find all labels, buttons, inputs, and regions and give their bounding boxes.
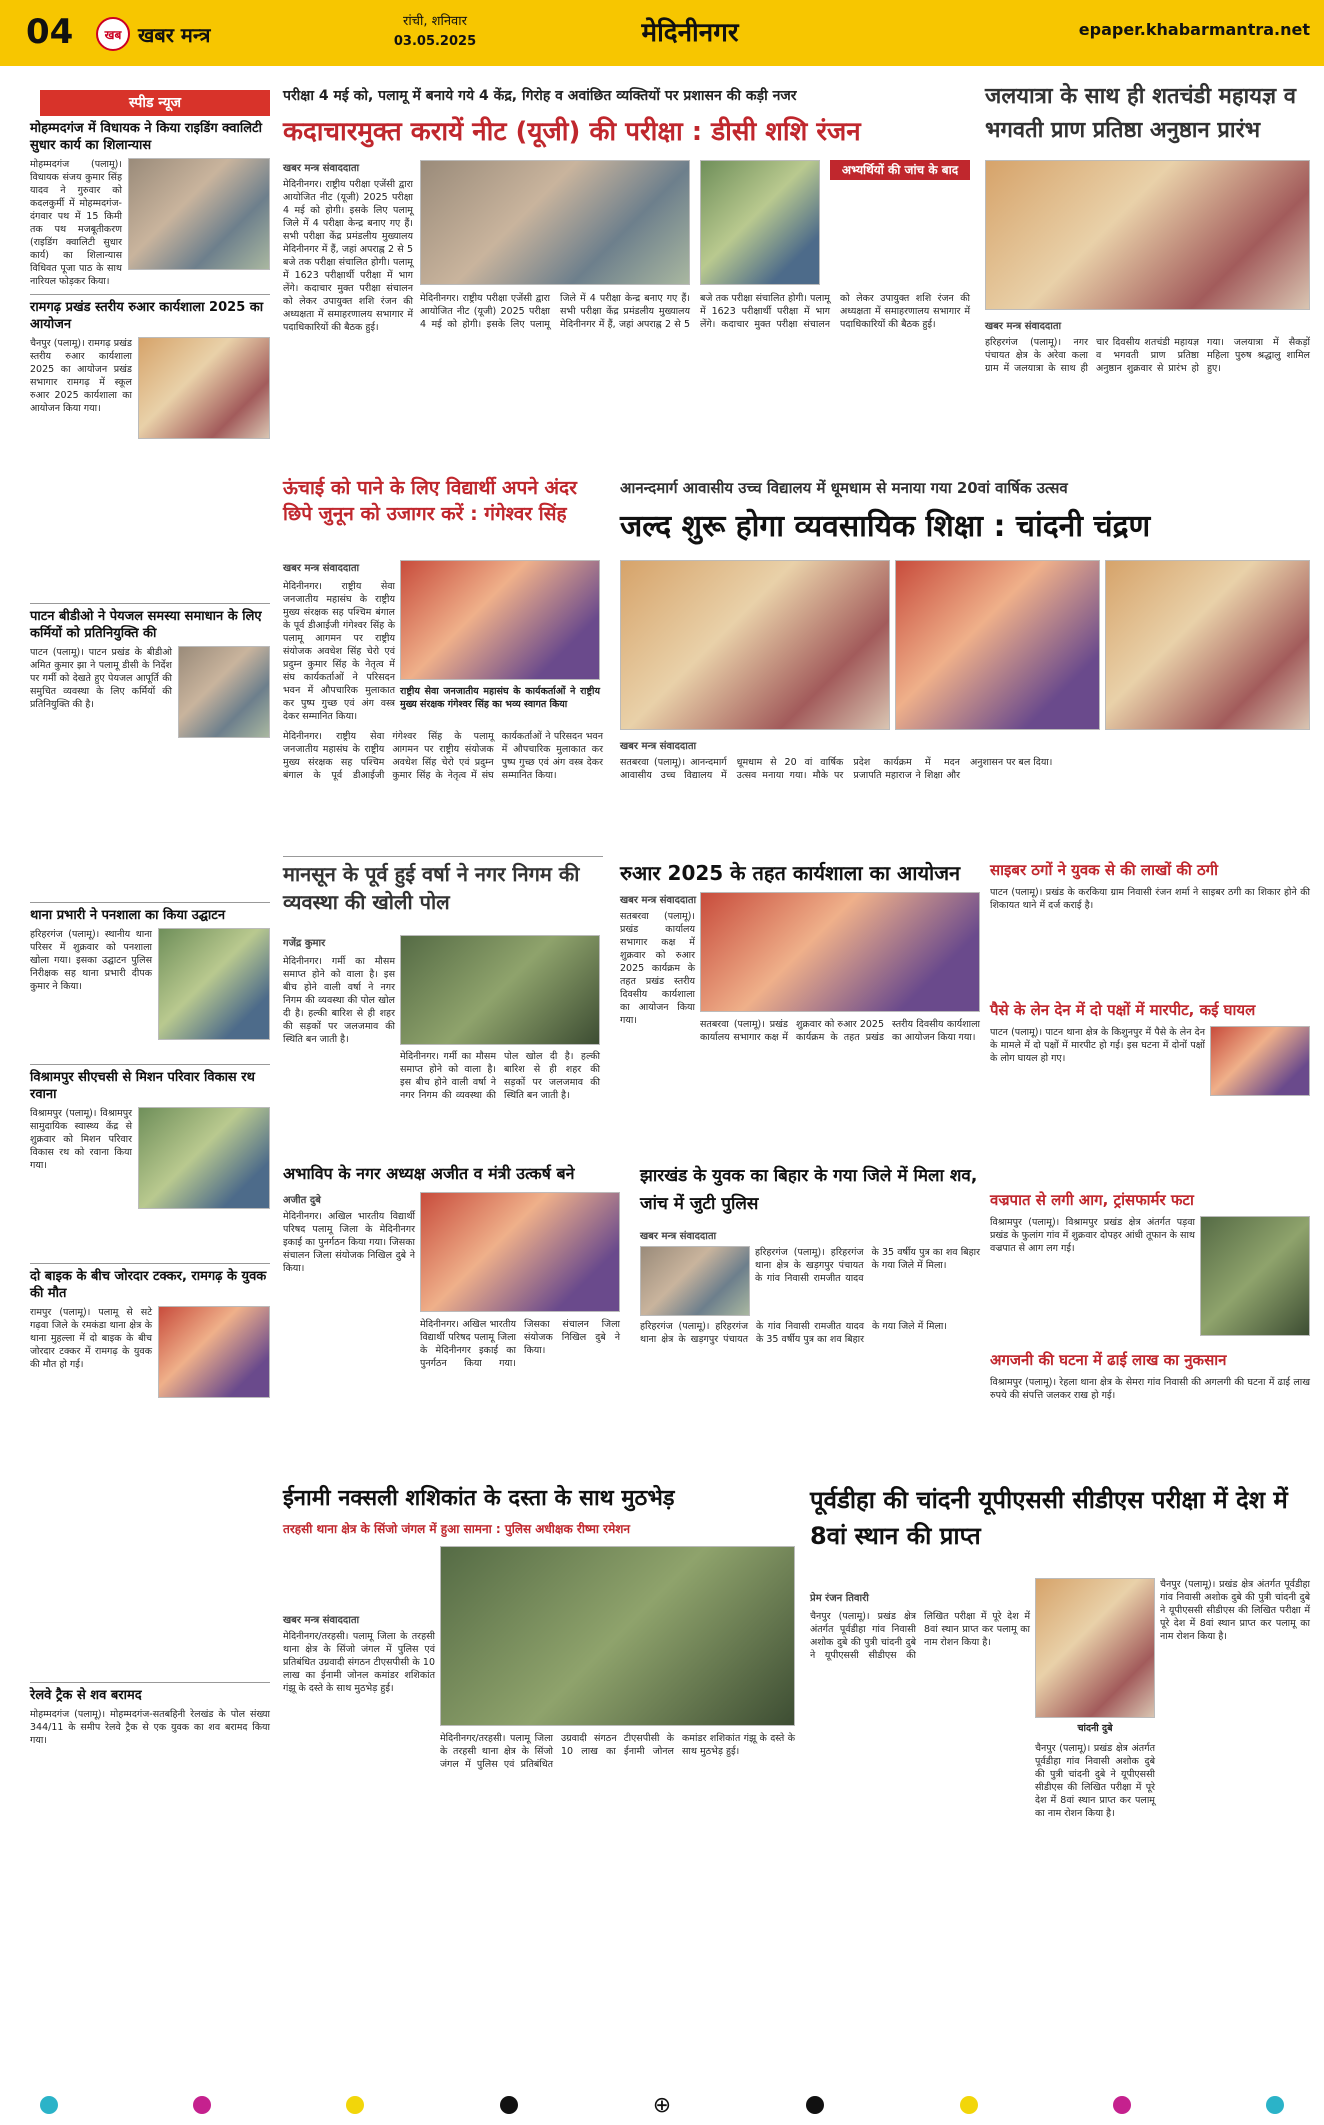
mid-left-body-2-cont: मेदिनीनगर। गर्मी का मौसम समाप्त होने को वाला है। इस बीच होने वाली वर्षा ने नगर निगम की व्यवस्था की पोल खोल दी है। हल्की बारिश से ही शहर की सड़कों पर जलजमाव की स्थिति बन जाती है। <box>400 1051 600 1101</box>
mid-row-byline-1: अजीत दुबे <box>283 1195 321 1206</box>
lead-byline: खबर मन्त्र संवाददाता <box>283 163 360 174</box>
speed-news-label: स्पीड न्यूज <box>40 90 270 116</box>
mid-row-body-1: मेदिनीनगर। अखिल भारतीय विद्यार्थी परिषद पलामू जिला के मेदिनीनगर इकाई का पुनर्गठन किया गया। जिसका संचालन जिला संयोजक निखिल दुबे ने किया। <box>283 1211 415 1274</box>
registration-dot <box>346 2096 364 2114</box>
left-story-6-photo <box>158 1306 270 1398</box>
right-mid-headline-3[interactable]: वज्रपात से लगी आग, ट्रांसफार्मर फटा <box>990 1191 1194 1209</box>
right-top-byline: खबर मन्त्र संवाददाता <box>985 321 1062 332</box>
ruar-byline: खबर मन्त्र संवाददाता <box>620 895 697 906</box>
right-mid-body-4: विश्रामपुर (पलामू)। रेहला थाना क्षेत्र के सेमरा गांव निवासी की अगलगी की घटना में ढाई लाख रुपये की संपत्ति जलकर राख हो गई। <box>990 1377 1310 1401</box>
right-mid-body-3: विश्रामपुर (पलामू)। विश्रामपुर प्रखंड क्षेत्र अंतर्गत पड़वा प्रखंड के फुलांग गांव में शुक्रवार दोपहर आंधी तूफान के साथ वज्रपात से आग लग गई। <box>990 1217 1195 1254</box>
left-story-4-headline[interactable]: थाना प्रभारी ने पनशाला का किया उद्घाटन <box>30 902 270 924</box>
center-photo-1 <box>620 560 890 730</box>
lead-photo-2 <box>700 160 820 285</box>
bottom-byline-1: खबर मन्त्र संवाददाता <box>283 1615 360 1626</box>
bottom-caption-2: चांदनी दुबे <box>1077 1723 1113 1734</box>
registration-dot <box>1113 2096 1131 2114</box>
lead-headline[interactable]: कदाचारमुक्त करायें नीट (यूजी) की परीक्षा : डीसी शशि रंजन <box>283 117 861 147</box>
left-story-2-headline[interactable]: रामगढ़ प्रखंड स्तरीय रुआर कार्यशाला 2025 का आयोजन <box>30 294 270 333</box>
mid-left-caption-1: राष्ट्रीय सेवा जनजातीय महासंघ के कार्यकर्ताओं ने राष्ट्रीय मुख्य संरक्षक गंगेश्वर सिंह का भव्य स्वागत किया <box>400 686 600 710</box>
lead-body: मेदिनीनगर। राष्ट्रीय परीक्षा एजेंसी द्वारा आयोजित नीट (यूजी) 2025 परीक्षा 4 मई को होगी। इसके लिए पलामू जिले में 4 परीक्षा केन्द्र बनाए गए हैं। सभी परीक्षा केंद्र प्रमंडलीय मुख्यालय मेदिनीनगर में हैं, जहां अपराह्न 2 से 5 बजे तक परीक्षा संचालित होगी। पलामू में 1623 परीक्षार्थी परीक्षा में भाग लेंगे। कदाचार मुक्त परीक्षा संचालन को लेकर उपायुक्त शशि रंजन की अध्यक्षता में समाहरणालय सभागार में पदाधिकारियों की बैठक हुई। <box>283 179 413 333</box>
right-mid-headline-4[interactable]: अगजनी की घटना में ढाई लाख का नुकसान <box>990 1351 1227 1369</box>
ruar-body: सतबरवा (पलामू)। प्रखंड कार्यालय सभागार कक्ष में शुक्रवार को रुआर 2025 कार्यक्रम के तहत प्रखंड स्तरीय दिवसीय कार्यशाला का आयोजन किया गया। <box>620 911 695 1026</box>
registration-dot <box>806 2096 824 2114</box>
left-story-7-headline[interactable]: रेलवे ट्रैक से शव बरामद <box>30 1682 270 1704</box>
center-body: सतबरवा (पलामू)। आनन्दमार्ग आवासीय उच्च विद्यालय में धूमधाम से 20 वां वार्षिक उत्सव मनाया गया। मौके पर प्रदेश कार्यक्रम में मदन प्रजापति महाराज ने शिक्षा और अनुशासन पर बल दिया। <box>620 757 1053 781</box>
left-story-1-headline[interactable]: मोहम्मदगंज में विधायक ने किया राइडिंग क्वालिटी सुधार कार्य का शिलान्यास <box>30 121 262 153</box>
right-mid-photo-2 <box>1210 1026 1310 1096</box>
right-top-headline[interactable]: जलयात्रा के साथ ही शतचंडी महायज्ञ व भगवती प्राण प्रतिष्ठा अनुष्ठान प्रारंभ <box>985 84 1296 143</box>
mid-row-photo-1 <box>420 1192 620 1312</box>
registration-dot <box>500 2096 518 2114</box>
brand[interactable] <box>96 14 316 54</box>
registration-dot <box>193 2096 211 2114</box>
dateline <box>330 12 540 58</box>
mid-row-body-2: हरिहरगंज (पलामू)। हरिहरगंज थाना क्षेत्र के खड़गपुर पंचायत के गांव निवासी रामजीत यादव के 35 वर्षीय पुत्र का शव बिहार के गया जिले में मिला। <box>640 1321 947 1345</box>
brand-logo-icon: खब <box>96 17 130 51</box>
left-story-3-photo <box>178 646 270 738</box>
mid-left-headline-1[interactable]: ऊंचाई को पाने के लिए विद्यार्थी अपने अंदर छिपे जुनून को उजागर करें : गंगेश्वर सिंह <box>283 477 577 525</box>
bottom-photo-2 <box>1035 1578 1155 1718</box>
mid-row-headline-2[interactable]: झारखंड के युवक का बिहार के गया जिले में मिला शव, जांच में जुटी पुलिस <box>640 1166 978 1214</box>
bottom-headline-1[interactable]: ईनामी नक्सली शशिकांत के दस्ता के साथ मुठभेड़ <box>283 1486 675 1511</box>
left-story-1-photo <box>128 158 270 270</box>
lead-subhead: अभ्यर्थियों की जांच के बाद प्रवेश <box>830 160 970 180</box>
left-story-5-photo <box>138 1107 270 1209</box>
ruar-headline[interactable]: रुआर 2025 के तहत कार्यशाला का आयोजन <box>620 861 961 885</box>
left-story-2-photo <box>138 337 270 439</box>
epaper-url[interactable]: epaper.khabarmantra.net <box>1078 20 1310 39</box>
mid-left-body-1: मेदिनीनगर। राष्ट्रीय सेवा जनजातीय महासंघ के राष्ट्रीय मुख्य संरक्षक सह पश्चिम बंगाल के पूर्व डीआईजी गंगेश्वर सिंह के पलामू आगमन पर राष्ट्रीय संयोजक अवधेश सिंह चेरो एवं प्रदुम्न कुमार सिंह के नेतृत्व में संघ कार्यकर्ताओं ने परिसदन भवन में औपचारिक मुलाकात कर पुष्प गुच्छ एवं अंग वस्त्र देकर सम्मानित किया। <box>283 581 395 722</box>
right-mid-body-2: पाटन (पलामू)। पाटन थाना क्षेत्र के किशुनपुर में पैसे के लेन देन के मामले में दो पक्षों में मारपीट हो गई। इस घटना में दोनों पक्षों के लोग घायल हो गए। <box>990 1027 1205 1064</box>
right-mid-headline-2[interactable]: पैसे के लेन देन में दो पक्षों में मारपीट, कई घायल <box>990 1001 1256 1019</box>
left-story-1-body: मोहम्मदगंज (पलामू)। विधायक संजय कुमार सिंह यादव ने गुरुवार को कदलकुर्मी में मोहम्मदगंज-दंगवार पथ में 15 किमी तक पथ मजबूतीकरण (राइडिंग क्वालिटी सुधार कार्य) का शिलान्यास विधिवत पूजा पाठ के साथ नारियल फोड़कर किया। <box>30 159 122 287</box>
top-kicker: परीक्षा 4 मई को, पलामू में बनाये गये 4 केंद्र, गिरोह व अवांछित व्यक्तियों पर प्रशासन की कड़ी नजर <box>283 88 797 104</box>
center-headline[interactable]: जल्द शुरू होगा व्यवसायिक शिक्षा : चांदनी चंद्रण <box>620 509 1151 544</box>
center-photo-3 <box>1105 560 1310 730</box>
bottom-body-2-mid: चैनपुर (पलामू)। प्रखंड क्षेत्र अंतर्गत पूर्वडीहा गांव निवासी अशोक दुबे की पुत्री चांदनी दुबे ने यूपीएससी सीडीएस की लिखित परीक्षा में पूरे देश में 8वां स्थान प्राप्त कर पलामू का नाम रोशन किया है। <box>1035 1743 1155 1819</box>
mid-left-photo-1 <box>400 560 600 680</box>
crosshair-icon: ⊕ <box>652 2092 672 2118</box>
right-top-photo <box>985 160 1310 310</box>
mid-row-byline-2: खबर मन्त्र संवाददाता <box>640 1231 717 1242</box>
left-column <box>30 120 270 2080</box>
brand-name: खबर मन्त्र <box>138 22 211 47</box>
mid-left-byline-2: गजेंद्र कुमार <box>283 938 326 949</box>
lead-body-continued: मेदिनीनगर। राष्ट्रीय परीक्षा एजेंसी द्वारा आयोजित नीट (यूजी) 2025 परीक्षा 4 मई को होगी। इसके लिए पलामू जिले में 4 परीक्षा केन्द्र बनाए गए हैं। सभी परीक्षा केंद्र प्रमंडलीय मुख्यालय मेदिनीनगर में हैं, जहां अपराह्न 2 से 5 बजे तक परीक्षा संचालित होगी। पलामू में 1623 परीक्षार्थी परीक्षा में भाग लेंगे। कदाचार मुक्त परीक्षा संचालन को लेकर उपायुक्त शशि रंजन की अध्यक्षता में समाहरणालय सभागार में पदाधिकारियों की बैठक हुई। <box>420 293 970 330</box>
right-mid-headline-1[interactable]: साइबर ठगों ने युवक से की लाखों की ठगी <box>990 861 1219 879</box>
left-story-6-headline[interactable]: दो बाइक के बीच जोरदार टक्कर, रामगढ़ के युवक की मौत <box>30 1263 270 1302</box>
registration-dot <box>40 2096 58 2114</box>
left-story-7-body: मोहम्मदगंज (पलामू)। मोहम्मदगंज-सतबहिनी रेलखंड के पोल संख्या 344/11 के समीप रेलवे ट्रैक से एक युवक का शव बरामद किया गया। <box>30 1709 270 1746</box>
left-story-5-headline[interactable]: विश्रामपुर सीएचसी से मिशन परिवार विकास रथ रवाना <box>30 1064 270 1103</box>
mid-row-body-2-top: हरिहरगंज (पलामू)। हरिहरगंज थाना क्षेत्र के खड़गपुर पंचायत के गांव निवासी रामजीत यादव के 35 वर्षीय पुत्र का शव बिहार के गया जिले में मिला। <box>755 1247 980 1284</box>
bottom-body-1-cont: मेदिनीनगर/तरहसी। पलामू जिला के तरहसी थाना क्षेत्र के सिंजो जंगल में पुलिस एवं प्रतिबंधित उग्रवादी संगठन टीएसपीसी के 10 लाख का ईनामी जोनल कमांडर शशिकांत गंझू के दस्ते के साथ मुठभेड़ हुई। <box>440 1733 795 1770</box>
mid-left-headline-2[interactable]: मानसून के पूर्व हुई वर्षा ने नगर निगम की व्यवस्था की खोली पोल <box>283 862 580 914</box>
bottom-body-1: मेदिनीनगर/तरहसी। पलामू जिला के तरहसी थाना क्षेत्र के सिंजो जंगल में पुलिस एवं प्रतिबंधित उग्रवादी संगठन टीएसपीसी के 10 लाख का ईनामी जोनल कमांडर शशिकांत गंझू के दस्ते के साथ मुठभेड़ हुई। <box>283 1631 435 1694</box>
page-number: 04 <box>26 12 74 52</box>
left-story-2-body: चैनपुर (पलामू)। रामगढ़ प्रखंड स्तरीय रुआर कार्यशाला 2025 का आयोजन प्रखंड सभागार रामगढ़ में स्कूल रुआर 2025 कार्यशाला का आयोजन किया गया। <box>30 338 132 414</box>
mid-left-photo-2 <box>400 935 600 1045</box>
mid-left-body-1-cont: मेदिनीनगर। राष्ट्रीय सेवा जनजातीय महासंघ के राष्ट्रीय मुख्य संरक्षक सह पश्चिम बंगाल के पूर्व डीआईजी गंगेश्वर सिंह के पलामू आगमन पर राष्ट्रीय संयोजक अवधेश सिंह चेरो एवं प्रदुम्न कुमार सिंह के नेतृत्व में संघ कार्यकर्ताओं ने परिसदन भवन में औपचारिक मुलाकात कर पुष्प गुच्छ एवं अंग वस्त्र देकर सम्मानित किया। <box>283 731 603 781</box>
right-mid-photo-3 <box>1200 1216 1310 1336</box>
mid-row-photo-2 <box>640 1246 750 1316</box>
city-day: रांची, शनिवार <box>403 14 467 29</box>
mid-row-headline-1[interactable]: अभाविप के नगर अध्यक्ष अजीत व मंत्री उत्कर्ष बने <box>283 1164 575 1183</box>
registration-marks <box>0 2090 1324 2120</box>
bottom-photo-1 <box>440 1546 795 1726</box>
registration-dot <box>1266 2096 1284 2114</box>
section-title: मेदिनीनगर <box>641 18 739 48</box>
center-byline: खबर मन्त्र संवाददाता <box>620 741 697 752</box>
left-story-3-headline[interactable]: पाटन बीडीओ ने पेयजल समस्या समाधान के लिए कर्मियों को प्रतिनियुक्ति की <box>30 603 270 642</box>
mid-row-body-1-cont: मेदिनीनगर। अखिल भारतीय विद्यार्थी परिषद पलामू जिला के मेदिनीनगर इकाई का पुनर्गठन किया गया। जिसका संचालन जिला संयोजक निखिल दुबे ने किया। <box>420 1319 620 1369</box>
ruar-body-cont: सतबरवा (पलामू)। प्रखंड कार्यालय सभागार कक्ष में शुक्रवार को रुआर 2025 कार्यक्रम के तहत प्रखंड स्तरीय दिवसीय कार्यशाला का आयोजन किया गया। <box>700 1019 980 1043</box>
left-story-6-body: रामपुर (पलामू)। पलामू से सटे गढ़वा जिले के रमकंडा थाना क्षेत्र के थाना मुहल्ला में दो बाइक के बीच जोरदार टक्कर में रामगढ़ के युवक की मौत हो गई। <box>30 1307 152 1370</box>
bottom-subhead-1: तरहसी थाना क्षेत्र के सिंजो जंगल में हुआ सामना : पुलिस अधीक्षक रीष्मा रमेशन <box>283 1522 631 1536</box>
registration-dot <box>960 2096 978 2114</box>
mid-left-body-2: मेदिनीनगर। गर्मी का मौसम समाप्त होने को वाला है। इस बीच होने वाली वर्षा ने नगर निगम की व्यवस्था की पोल खोल दी है। हल्की बारिश से ही शहर की सड़कों पर जलजमाव की स्थिति बन जाती है। <box>283 956 395 1045</box>
ruar-photo <box>700 892 980 1012</box>
lead-photo-1 <box>420 160 690 285</box>
divider <box>283 856 603 857</box>
left-story-4-photo <box>158 928 270 1040</box>
right-top-body: हरिहरगंज (पलामू)। नगर पंचायत क्षेत्र के अरेवा कला ग्राम में जलयात्रा के साथ ही चार दिवसीय शतचंडी महायज्ञ व भगवती प्राण प्रतिष्ठा अनुष्ठान शुक्रवार से प्रारंभ हो गया। जलयात्रा में सैकड़ों महिला पुरुष श्रद्धालु शामिल हुए। <box>985 337 1310 374</box>
bottom-body-2-cont: चैनपुर (पलामू)। प्रखंड क्षेत्र अंतर्गत पूर्वडीहा गांव निवासी अशोक दुबे की पुत्री चांदनी दुबे ने यूपीएससी सीडीएस की लिखित परीक्षा में पूरे देश में 8वां स्थान प्राप्त कर पलामू का नाम रोशन किया है। <box>1160 1579 1310 1642</box>
bottom-headline-2[interactable]: पूर्वडीहा की चांदनी यूपीएससी सीडीएस परीक्षा में देश में 8वां स्थान की प्राप्त <box>810 1486 1288 1550</box>
issue-date: 03.05.2025 <box>393 34 477 49</box>
bottom-body-2: चैनपुर (पलामू)। प्रखंड क्षेत्र अंतर्गत पूर्वडीहा गांव निवासी अशोक दुबे की पुत्री चांदनी दुबे ने यूपीएससी सीडीएस की लिखित परीक्षा में पूरे देश में 8वां स्थान प्राप्त कर पलामू का नाम रोशन किया है। <box>810 1611 1030 1661</box>
bottom-byline-2: प्रेम रंजन तिवारी <box>810 1593 869 1604</box>
right-mid-body-1: पाटन (पलामू)। प्रखंड के करकिया ग्राम निवासी रंजन शर्मा ने साइबर ठगी का शिकार होने की शिकायत थाने में दर्ज कराई है। <box>990 887 1310 911</box>
left-story-5-body: विश्रामपुर (पलामू)। विश्रामपुर सामुदायिक स्वास्थ्य केंद्र से शुक्रवार को मिशन परिवार विकास रथ को रवाना किया गया। <box>30 1108 132 1171</box>
center-kicker: आनन्दमार्ग आवासीय उच्च विद्यालय में धूमधाम से मनाया गया 20वां वार्षिक उत्सव <box>620 479 1068 497</box>
center-photo-2 <box>895 560 1100 730</box>
left-story-3-body: पाटन (पलामू)। पाटन प्रखंड के बीडीओ अमित कुमार झा ने पलामू डीसी के निर्देश पर गर्मी को देखते हुए पेयजल आपूर्ति की समुचित व्यवस्था के लिए कर्मियों की प्रतिनियुक्ति की है। <box>30 647 172 710</box>
left-story-4-body: हरिहरगंज (पलामू)। स्थानीय थाना परिसर में शुक्रवार को पनशाला खोला गया। इसका उद्घाटन पुलिस निरीक्षक सह थाना प्रभारी दीपक कुमार ने किया। <box>30 929 152 992</box>
mid-left-byline-1: खबर मन्त्र संवाददाता <box>283 563 360 574</box>
